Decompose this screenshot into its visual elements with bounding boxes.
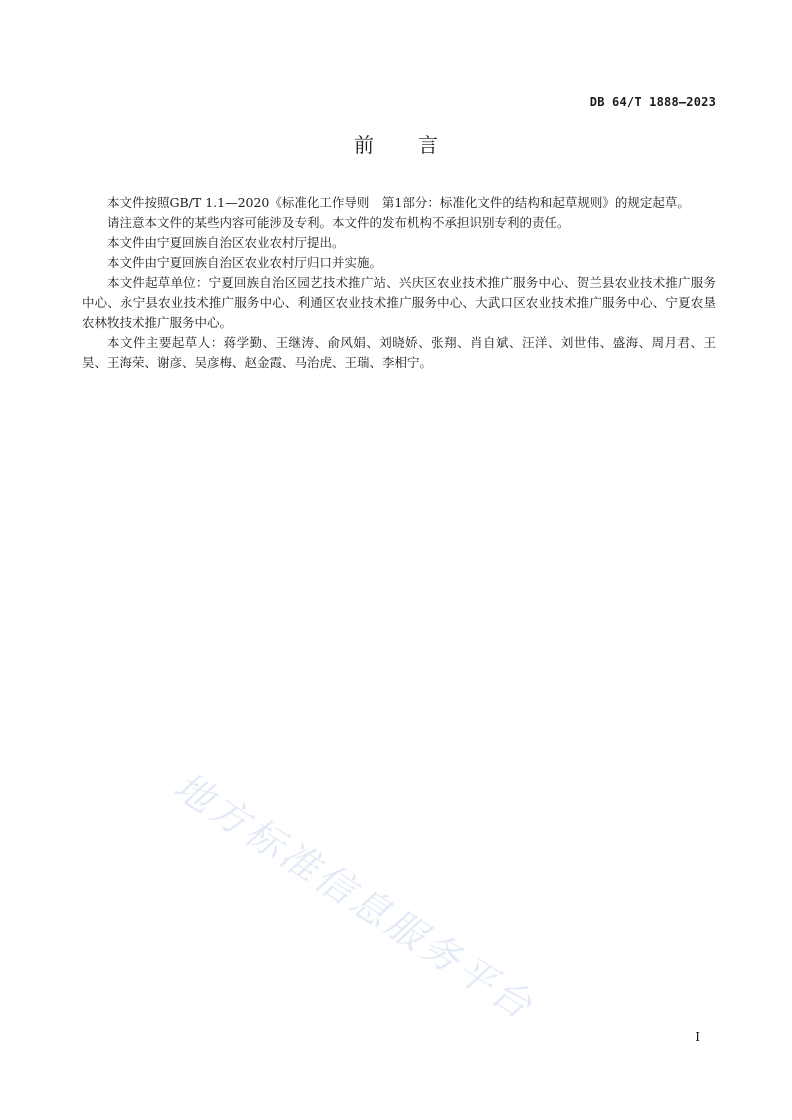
paragraph-drafting-rules: 本文件按照GB/T 1.1—2020《标准化工作导则 第1部分：标准化文件的结构和起草规则》的规定起草。 xyxy=(107,195,690,210)
page-number: I xyxy=(695,1030,700,1044)
paragraph-drafters: 本文件主要起草人：蒋学勤、王继涛、俞风娟、刘晓娇、张翔、肖自斌、汪洋、刘世伟、盛海、周月君、王昊、王海荣、谢彦、吴彦梅、赵金霞、马治虎、王瑞、李相宁。 xyxy=(82,335,716,370)
watermark: 地方标准信息服务平台 xyxy=(166,763,543,1030)
document-body xyxy=(82,193,716,373)
paragraph-drafting-units: 本文件起草单位：宁夏回族自治区园艺技术推广站、兴庆区农业技术推广服务中心、贺兰县农业技术推广服务中心、永宁县农业技术推广服务中心、利通区农业技术推广服务中心、大武口区农业技术推广服务中心、宁夏农垦农林牧技术推广服务中心。 xyxy=(82,275,716,330)
paragraph-proposer: 本文件由宁夏回族自治区农业农村厅提出。 xyxy=(107,235,345,250)
paragraph-administrator: 本文件由宁夏回族自治区农业农村厅归口并实施。 xyxy=(107,255,383,270)
paragraph-patent-notice: 请注意本文件的某些内容可能涉及专利。本文件的发布机构不承担识别专利的责任。 xyxy=(107,215,570,230)
page-title: 前言 xyxy=(354,133,482,157)
document-code: DB 64/T 1888—2023 xyxy=(589,95,716,109)
